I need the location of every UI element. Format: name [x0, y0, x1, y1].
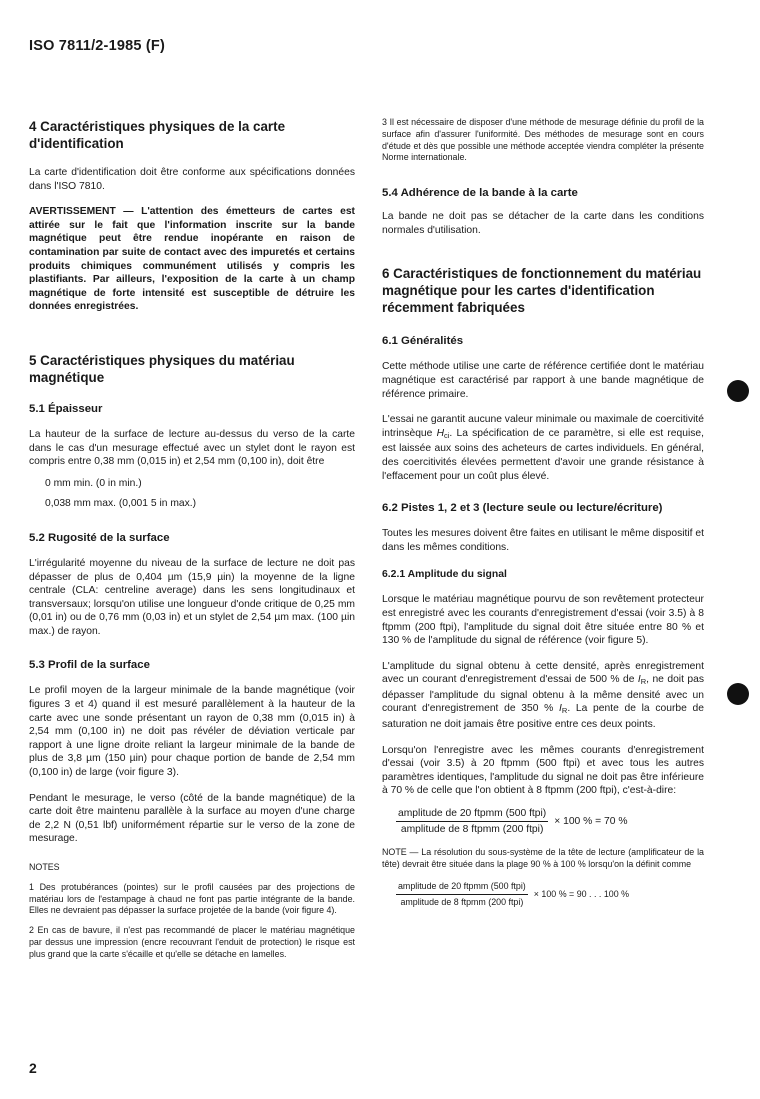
hci-subscript: ci [444, 430, 450, 440]
formula-2-result: × 100 % = 90 . . . 100 % [533, 889, 629, 900]
text-span: , ne doit pas dépasser l'amplitude du signal obtenu à la même densité avec un courant d'enregistrement de 350 % [382, 674, 704, 715]
text-span: . La pente de la courbe de saturation ne doit jamais être positive entre ces deux points. [382, 703, 705, 731]
section-6-1-title: 6.1 Généralités [382, 335, 464, 348]
section-6-1-paragraph-1: Cette méthode utilise une carte de référence certifiée dont le matériau magnétique est caractérisé par rapport à une bande magnétique de référence primaire. [382, 361, 704, 400]
section-6-2-1-paragraph-3: Lorsqu'on l'enregistre avec les mêmes courants d'enregistrement d'essai (voir 3.5) à 20 ftpmm (500 ftpi) et avec tous les autres paramètres identiques, l'amplitude du signal ne doit pas être inférieure à 70 % de celle que l'on obtient à 8 ftpmm (200 ftpi), c'est-à-dire: [382, 744, 704, 797]
note-head-resolution: NOTE — La résolution du sous-système de la tête de lecture (amplificateur de la tête) devrait être située dans la plage 90 % à 100 % lorsqu'on la définit comme [382, 847, 704, 869]
note-2: 2 En cas de bavure, il n'est pas recommandé de placer le matériau magnétique par dessus une impression (encre recouvrant l'enduit de protection) le risque est plus grand que la carte s'écaille et qu'elle se détache en lamelles. [29, 925, 355, 959]
section-6-1-paragraph-2 [382, 413, 704, 483]
margin-dot-marker [727, 683, 749, 705]
notes-title: NOTES [29, 862, 60, 872]
page-number: 2 [29, 1060, 37, 1076]
section-5-2-title: 5.2 Rugosité de la surface [29, 531, 170, 544]
section-4-title: 4 Caractéristiques physiques de la carte d'identification [29, 119, 286, 151]
document-header: ISO 7811/2-1985 (F) [29, 38, 165, 54]
thickness-max: 0,038 mm max. (0,001 5 in max.) [45, 498, 197, 510]
note-1: 1 Des protubérances (pointes) sur le profil causées par des projections de matériau lors de l'estampage à chaud ne font pas partie intégrante de la bande. Elles ne devraient pas dépasser la surface projetée de la bande (voir figure 4). [29, 881, 355, 916]
ir-symbol: I [559, 703, 562, 715]
formula-1-numerator: amplitude de 20 ftpmm (500 ftpi) [396, 808, 548, 822]
margin-dot-marker [727, 380, 749, 402]
section-6-2-title: 6.2 Pistes 1, 2 et 3 (lecture seule ou lecture/écriture) [382, 502, 663, 515]
section-5-3-paragraph-2: Pendant le mesurage, le verso (côté de la bande magnétique) de la carte doit être maintenu parallèle à la surface au moyen d'une charge de 2,2 N (0,51 lbf) uniformément répartie sur le verso de la zone de mesurage. [29, 792, 355, 845]
formula-1-denominator: amplitude de 8 ftpmm (200 ftpi) [400, 824, 544, 836]
note-3: 3 Il est nécessaire de disposer d'une méthode de mesurage définie du profil de la surface afin d'assurer l'uniformité. Des méthodes de mesurage sont en cours d'étude et dès que possible une méthode acceptée viendra compléter la présente Norme internationale. [382, 117, 704, 163]
left-column [29, 118, 355, 961]
ir-symbol: I [637, 674, 641, 686]
formula-2-fraction [396, 881, 528, 910]
formula-1 [396, 808, 704, 835]
section-5-3-title: 5.3 Profil de la surface [29, 659, 150, 672]
section-5-2-paragraph: L'irrégularité moyenne du niveau de la surface de lecture ne doit pas dépasser de plus de 0,404 µm (15,9 µin) la moyenne de la ligne centrale (CLA: centreline average) dans les sens longitudinaux et transversaux; lorsqu'on utilise une longueur d'onde critique de 0,25 mm (0,01 in) ou de 0,76 mm (0,03 in) et un stylet de 2,54 µm max. (100 µin max.) de rayon. [29, 557, 355, 637]
thickness-min: 0 mm min. (0 in min.) [45, 477, 142, 489]
section-5-title: 5 Caractéristiques physiques du matériau magnétique [29, 352, 295, 385]
section-5-3-paragraph-1: Le profil moyen de la largeur minimale de la bande magnétique (voir figures 3 et 4) quand il est mesuré parallèlement à la hauteur de la carte avec une sonde présentant un rayon de 0,38 mm (0,015 in) à 2,54 mm (0,100 in) ne doit pas révéler de déviation verticale par rapport à une ligne droite reliant la largeur minimale de la bande de plus de 3,8 µm (150 µin) pour chaque portion de bande de 2,54 mm (0,100 in) de large (voir figure 3). [29, 685, 355, 779]
formula-2-numerator: amplitude de 20 ftpmm (500 ftpi) [396, 881, 528, 896]
section-6-2-1-title: 6.2.1 Amplitude du signal [382, 569, 507, 581]
section-6-2-1-paragraph-2 [382, 660, 704, 732]
text-span: . La spécification de ce paramètre, si elle est requise, est laissée aux soins des acheteurs de cartes individuels. En général, des coercitivités élevées permettent d'avoir une grande résistance à l'effacement pour un coût plus élevé. [382, 427, 704, 482]
section-6-2-paragraph: Toutes les mesures doivent être faites en utilisant le même dispositif et dans les mêmes conditions. [382, 528, 704, 553]
section-6-title: 6 Caractéristiques de fonctionnement du matériau magnétique pour les cartes d'identification récemment fabriquées [382, 266, 702, 316]
formula-2-denominator: amplitude de 8 ftpmm (200 ftpi) [400, 897, 524, 908]
text-span: L'amplitude du signal obtenu à cette densité, après enregistrement avec un courant d'enregistrement d'essai de 500 % de [382, 660, 704, 686]
section-5-4-title: 5.4 Adhérence de la bande à la carte [382, 187, 578, 200]
hci-symbol: H [436, 427, 444, 439]
warning-paragraph: AVERTISSEMENT — L'attention des émetteurs de cartes est attirée sur le fait que l'information inscrite sur la bande magnétique peut être rendue inopérante en raison de contamination par suite de contact avec des impuretés et certains produits chimiques communément utilisés y compris les plastifiants. Par ailleurs, l'exposition de la carte à un champ magnétique de forte intensité est susceptible de détruire les données enregistrées. [29, 206, 355, 313]
ir-subscript: R [640, 677, 647, 687]
text-span: L'essai ne garantit aucune valeur minimale ou maximale de coercitivité intrinsèque [382, 414, 704, 439]
section-4-paragraph: La carte d'identification doit être conforme aux spécifications données dans l'ISO 7810. [29, 167, 355, 192]
section-5-1-paragraph: La hauteur de la surface de lecture au-dessus du verso de la carte dans le cas d'un mesurage effectué avec un stylet dont le rayon est compris entre 0,38 mm (0,015 in) et 2,54 mm (0,100 in), doit être [29, 428, 355, 468]
formula-1-result: × 100 % = 70 % [554, 816, 628, 828]
section-5-4-paragraph: La bande ne doit pas se détacher de la carte dans les conditions normales d'utilisation. [382, 211, 704, 236]
formula-2 [396, 881, 704, 910]
right-column [382, 118, 704, 909]
formula-1-fraction [396, 808, 548, 835]
section-5-1-title: 5.1 Épaisseur [29, 402, 103, 415]
section-6-2-1-paragraph-1: Lorsque le matériau magnétique pourvu de son revêtement protecteur est enregistré avec les courants d'enregistrement d'essai (voir 3.5) à 8 ftpmm (200 ftpi), l'amplitude du signal doit être située entre 80 % et 130 % de l'amplitude du signal de référence (voir figure 5). [382, 594, 704, 647]
ir-subscript: R [561, 706, 568, 716]
